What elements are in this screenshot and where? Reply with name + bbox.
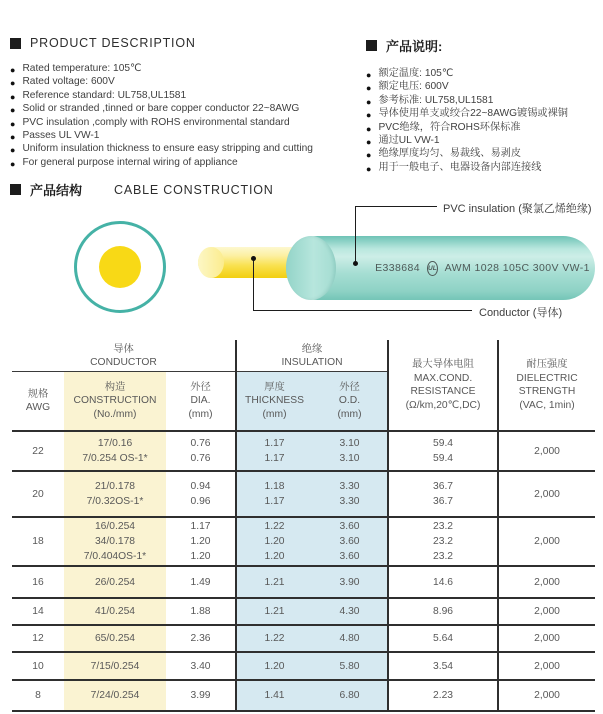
spec-item-text: 导体使用单支或绞合22~8AWG镀锡或裸铜 xyxy=(378,108,568,120)
cable-diagram xyxy=(0,195,603,335)
cell-construction: 7/24/0.254 xyxy=(64,680,166,711)
col-dia-en: DIA. xyxy=(190,395,211,407)
bullet-icon: ● xyxy=(10,131,16,142)
col-con-en: CONSTRUCTION xyxy=(73,395,157,407)
ul-file-number: E338684 xyxy=(375,262,420,274)
cell-od: 4.80 xyxy=(312,625,388,652)
cell-resistance xyxy=(388,471,498,517)
col-res-zh: 最大导体电阻 xyxy=(412,359,474,370)
cell-dia: 3.40 xyxy=(166,652,236,680)
cell-od xyxy=(312,471,388,517)
bullet-icon: ● xyxy=(366,83,372,94)
section-square-icon xyxy=(366,40,377,51)
cell-construction: 7/15/0.254 xyxy=(64,652,166,680)
product-description-list xyxy=(10,64,360,169)
bullet-icon: ● xyxy=(366,70,372,80)
col-res-unit: (Ω/km,20℃,DC) xyxy=(405,399,481,411)
cell-construction: 26/0.254 xyxy=(64,566,166,598)
spec-item xyxy=(10,91,360,102)
col-res-en2: RESISTANCE xyxy=(410,386,476,397)
cell-awg: 14 xyxy=(12,598,64,625)
cell-line: 1.22 xyxy=(264,521,285,532)
cell-od xyxy=(312,517,388,566)
bullet-icon: ● xyxy=(10,78,16,89)
table-row xyxy=(12,566,595,598)
cell-line: 0.94 xyxy=(190,481,211,492)
cell-thickness: 1.21 xyxy=(236,566,312,598)
cell-resistance: 14.6 xyxy=(388,566,498,598)
spec-item-text: 用于一般电子、电器设备内部连接线 xyxy=(378,161,542,173)
cable-construction-title-zh: 产品结构 xyxy=(30,183,83,198)
cell-dia xyxy=(166,431,236,471)
spec-item xyxy=(366,123,598,134)
col-thk-unit: (mm) xyxy=(262,408,287,420)
spec-item xyxy=(10,144,360,155)
cell-line: 0.76 xyxy=(190,453,211,464)
cable-rating-text: AWM 1028 105C 300V VW-1 xyxy=(444,262,590,274)
col-die-unit: (VAC, 1min) xyxy=(519,399,575,411)
cell-line: 16/0.254 xyxy=(94,521,136,532)
col-od-en: O.D. xyxy=(338,395,361,407)
insulation-leader-line xyxy=(355,206,437,207)
cell-construction xyxy=(64,471,166,517)
cell-dia xyxy=(166,517,236,566)
bullet-icon: ● xyxy=(366,96,372,107)
cell-line: 21/0.178 xyxy=(94,481,136,492)
spec-item-text: Rated temperature: 105℃ xyxy=(22,63,142,74)
cell-resistance: 2.23 xyxy=(388,680,498,711)
spec-table xyxy=(12,340,595,712)
spec-item-text: Rated voltage: 600V xyxy=(22,76,115,88)
cell-thickness: 1.21 xyxy=(236,598,312,625)
cell-line: 36.7 xyxy=(432,496,454,507)
spec-item-text: 额定电压: 600V xyxy=(378,81,449,93)
spec-item-text: Passes UL VW-1 xyxy=(22,129,100,141)
cell-awg: 22 xyxy=(12,431,64,471)
column-header-resistance xyxy=(388,340,498,431)
product-description-header xyxy=(10,36,360,50)
cell-od: 6.80 xyxy=(312,680,388,711)
cell-dia: 3.99 xyxy=(166,680,236,711)
group-header-insulation xyxy=(236,340,388,372)
cell-od: 4.30 xyxy=(312,598,388,625)
section-square-icon xyxy=(10,38,21,49)
cell-line: 36.7 xyxy=(432,481,454,492)
column-header-thickness xyxy=(236,372,312,432)
bullet-icon: ● xyxy=(10,65,16,75)
column-header-dielectric xyxy=(498,340,595,431)
bullet-icon: ● xyxy=(366,123,372,134)
group-conductor-zh: 导体 xyxy=(113,343,134,355)
cell-dia: 1.49 xyxy=(166,566,236,598)
spec-item-text: For general purpose internal wiring of appliance xyxy=(22,156,238,168)
spec-item xyxy=(10,77,360,88)
col-od-unit: (mm) xyxy=(337,408,362,420)
spec-item-text: 绝缘厚度均匀、易裁线、易剥皮 xyxy=(378,148,522,160)
cell-dielectric: 2,000 xyxy=(498,517,595,566)
spec-item-text: 通过UL VW-1 xyxy=(378,134,440,146)
spec-item-text: Reference standard: UL758,UL1581 xyxy=(22,89,187,101)
col-dia-unit: (mm) xyxy=(188,408,213,420)
bullet-icon: ● xyxy=(10,118,16,129)
product-description-section xyxy=(10,36,360,171)
cell-dielectric: 2,000 xyxy=(498,625,595,652)
cell-construction xyxy=(64,517,166,566)
cell-line: 34/0.178 xyxy=(94,536,136,547)
spec-item-text: Uniform insulation thickness to ensure easy stripping and cutting xyxy=(22,143,313,155)
spec-item xyxy=(10,118,360,129)
cell-awg: 12 xyxy=(12,625,64,652)
cell-line: 1.20 xyxy=(264,551,285,562)
spec-item xyxy=(366,69,598,80)
cable-print-text xyxy=(375,236,590,300)
cell-dia: 1.88 xyxy=(166,598,236,625)
cell-line: 59.4 xyxy=(432,438,454,449)
cell-dielectric: 2,000 xyxy=(498,431,595,471)
spec-item-text: PVC绝缘，符合ROHS环保标准 xyxy=(378,121,521,133)
table-row xyxy=(12,680,595,711)
cell-thickness: 1.41 xyxy=(236,680,312,711)
product-description-title-zh: 产品说明: xyxy=(386,39,443,54)
cell-dielectric: 2,000 xyxy=(498,652,595,680)
group-header-conductor xyxy=(12,340,236,372)
insulation-label: PVC insulation (聚氯乙烯绝缘) xyxy=(443,203,592,215)
cell-line: 3.30 xyxy=(339,481,360,492)
table-row xyxy=(12,598,595,625)
cell-line: 3.60 xyxy=(339,551,360,562)
conductor-label: Conductor (导体) xyxy=(479,307,563,319)
product-description-section-zh xyxy=(366,36,598,176)
cell-od: 3.90 xyxy=(312,566,388,598)
product-description-header-zh xyxy=(366,36,598,55)
product-description-list-zh xyxy=(366,69,598,174)
cell-awg: 10 xyxy=(12,652,64,680)
group-insulation-en: INSULATION xyxy=(281,356,343,368)
spec-item xyxy=(10,64,360,75)
bullet-icon: ● xyxy=(10,91,16,102)
cell-line: 23.2 xyxy=(432,551,454,562)
col-die-en1: DIELECTRIC xyxy=(516,372,578,384)
section-square-icon xyxy=(10,184,21,195)
conductor-leader-line xyxy=(253,310,472,311)
column-header-construction xyxy=(64,372,166,432)
col-die-en2: STRENGTH xyxy=(518,386,576,397)
cell-resistance xyxy=(388,431,498,471)
cell-thickness: 1.22 xyxy=(236,625,312,652)
spec-item xyxy=(10,158,360,169)
cell-awg: 16 xyxy=(12,566,64,598)
spec-item xyxy=(366,82,598,93)
ul-logo-icon: UL xyxy=(427,261,438,276)
spec-item-text: 参考标准: UL758,UL1581 xyxy=(378,94,494,106)
cell-dielectric: 2,000 xyxy=(498,471,595,517)
cell-od: 5.80 xyxy=(312,652,388,680)
conductor-pointer-dot xyxy=(251,256,256,261)
table-row xyxy=(12,652,595,680)
product-description-title: PRODUCT DESCRIPTION xyxy=(30,36,196,50)
cell-line: 1.17 xyxy=(264,453,285,464)
cell-line: 3.10 xyxy=(339,453,360,464)
cell-awg: 18 xyxy=(12,517,64,566)
conductor-end-cap xyxy=(198,247,224,278)
group-conductor-en: CONDUCTOR xyxy=(90,356,157,368)
bullet-icon: ● xyxy=(10,105,16,116)
cell-thickness: 1.20 xyxy=(236,652,312,680)
conductor-leader-line xyxy=(253,259,254,310)
cell-line: 1.17 xyxy=(264,438,285,449)
col-od-zh: 外径 xyxy=(339,381,360,393)
col-con-zh: 构造 xyxy=(104,381,126,393)
col-awg-zh: 规格 xyxy=(27,388,49,400)
table-row xyxy=(12,517,595,566)
table-row xyxy=(12,431,595,471)
cell-awg: 20 xyxy=(12,471,64,517)
cell-construction xyxy=(64,431,166,471)
insulation-body xyxy=(286,236,595,300)
cell-dia xyxy=(166,471,236,517)
cable-construction-title-en: CABLE CONSTRUCTION xyxy=(114,182,274,197)
spec-item xyxy=(10,131,360,142)
column-header-awg xyxy=(12,372,64,432)
cell-thickness xyxy=(236,517,312,566)
table-group-header-row xyxy=(12,340,595,372)
cell-dielectric: 2,000 xyxy=(498,680,595,711)
insulation-leader-line xyxy=(355,206,356,263)
col-con-unit: (No./mm) xyxy=(93,408,137,420)
cell-line: 23.2 xyxy=(432,521,454,532)
cell-dielectric: 2,000 xyxy=(498,566,595,598)
cell-awg: 8 xyxy=(12,680,64,711)
col-dia-zh: 外径 xyxy=(190,381,211,393)
cell-dielectric: 2,000 xyxy=(498,598,595,625)
cell-line: 1.20 xyxy=(190,536,211,547)
cell-thickness xyxy=(236,431,312,471)
cable-cross-section xyxy=(74,221,166,313)
col-thk-en: THICKNESS xyxy=(245,395,304,407)
column-header-dia xyxy=(166,372,236,432)
spec-item xyxy=(366,136,598,147)
conductor-core-circle xyxy=(99,246,141,288)
cell-resistance: 3.54 xyxy=(388,652,498,680)
cell-line: 1.18 xyxy=(264,481,285,492)
table-row xyxy=(12,625,595,652)
bullet-icon: ● xyxy=(366,110,372,121)
spec-item xyxy=(366,96,598,107)
cell-construction: 41/0.254 xyxy=(64,598,166,625)
col-awg-en: AWG xyxy=(25,402,51,413)
cell-line: 1.20 xyxy=(190,551,211,562)
cell-line: 59.4 xyxy=(432,453,454,464)
cell-line: 7/0.32OS-1* xyxy=(86,496,144,507)
cell-line: 3.10 xyxy=(339,438,360,449)
cell-resistance xyxy=(388,517,498,566)
cell-resistance: 8.96 xyxy=(388,598,498,625)
cell-line: 0.76 xyxy=(190,438,211,449)
group-insulation-zh: 绝缘 xyxy=(301,343,323,355)
spec-item-text: Solid or stranded ,tinned or bare copper conductor 22~8AWG xyxy=(22,103,300,115)
bullet-icon: ● xyxy=(10,145,16,156)
bullet-icon: ● xyxy=(10,158,16,169)
bullet-icon: ● xyxy=(366,163,372,174)
bullet-icon: ● xyxy=(366,150,372,161)
cell-line: 1.17 xyxy=(190,521,211,532)
spec-item xyxy=(366,109,598,120)
cell-od xyxy=(312,431,388,471)
cell-construction: 65/0.254 xyxy=(64,625,166,652)
insulation-pointer-dot xyxy=(353,261,358,266)
spec-item-text: PVC insulation ,comply with ROHS environmental standard xyxy=(22,116,290,128)
insulation-end-cap xyxy=(286,236,336,300)
cell-line: 1.20 xyxy=(264,536,285,547)
cell-thickness xyxy=(236,471,312,517)
cell-dia: 2.36 xyxy=(166,625,236,652)
col-res-en1: MAX.COND. xyxy=(413,372,473,384)
spec-item xyxy=(10,104,360,115)
cell-resistance: 5.64 xyxy=(388,625,498,652)
cell-line: 0.96 xyxy=(190,496,211,507)
cell-line: 3.60 xyxy=(339,521,360,532)
column-header-od xyxy=(312,372,388,432)
cell-line: 7/0.404OS-1* xyxy=(83,551,147,562)
table-row xyxy=(12,471,595,517)
spec-item xyxy=(366,149,598,160)
col-thk-zh: 厚度 xyxy=(264,381,285,393)
spec-item-text: 额定温度: 105℃ xyxy=(378,68,454,79)
cell-line: 17/0.16 xyxy=(97,438,133,449)
cell-line: 7/0.254 OS-1* xyxy=(82,453,148,464)
cell-line: 1.17 xyxy=(264,496,285,507)
col-die-zh: 耐压强度 xyxy=(526,359,568,370)
cell-line: 23.2 xyxy=(432,536,454,547)
spec-item xyxy=(366,163,598,174)
cell-line: 3.30 xyxy=(339,496,360,507)
cell-line: 3.60 xyxy=(339,536,360,547)
bullet-icon: ● xyxy=(366,136,372,147)
